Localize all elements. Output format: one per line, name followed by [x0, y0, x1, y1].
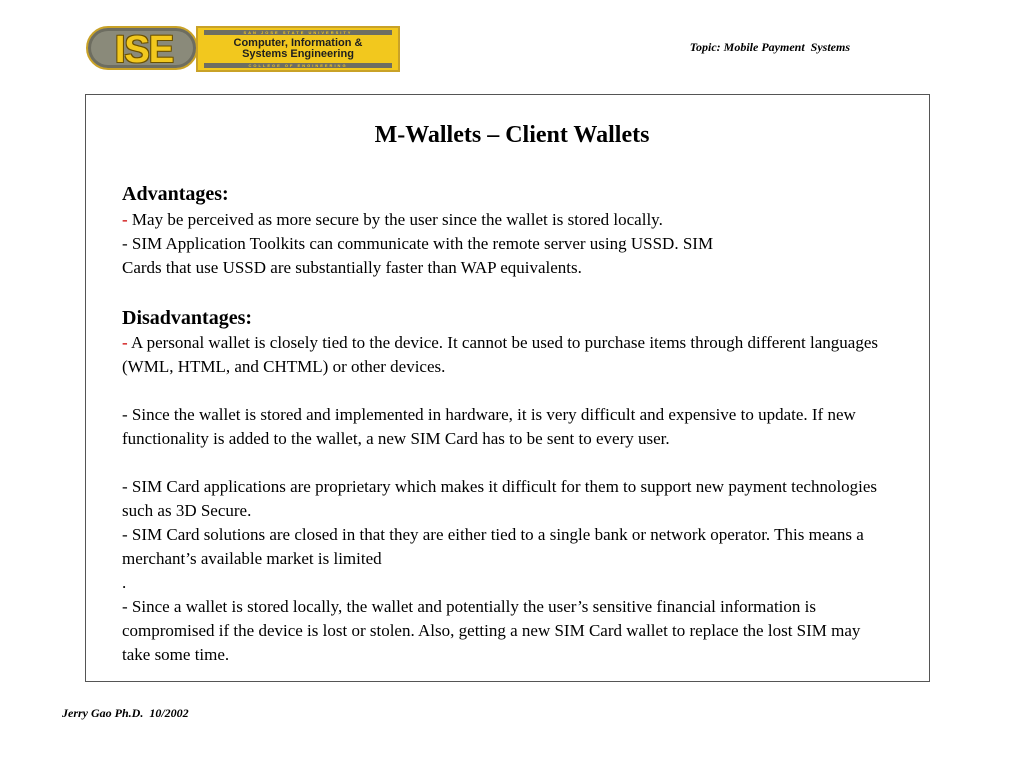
logo-panel — [196, 26, 400, 72]
logo-university: SAN JOSE STATE UNIVERSITY — [204, 30, 392, 35]
disadvantage-item-3: - SIM Card applications are proprietary which makes it difficult for them to support new payment technologies such as 3D Secure. — [122, 477, 878, 520]
bullet-dash: - — [122, 333, 128, 352]
disadvantage-item-1 — [122, 331, 892, 379]
advantage-item-1 — [122, 208, 892, 232]
advantage-item-3: Cards that use USSD are substantially faster than WAP equivalents. — [122, 258, 582, 277]
advantage-item-2: - SIM Application Toolkits can communicate with the remote server using USSD. SIM — [122, 234, 714, 253]
advantage-text-1: May be perceived as more secure by the user since the wallet is stored locally. — [127, 210, 663, 229]
topic-label: Topic: Mobile Payment Systems — [689, 40, 850, 54]
logo-line-2: Systems Engineering — [242, 48, 354, 60]
logo-line-1: Computer, Information & — [233, 37, 363, 49]
logo-college: COLLEGE OF ENGINEERING — [204, 63, 392, 68]
cise-logo — [86, 26, 398, 70]
disadvantage-item-5: . — [122, 573, 127, 592]
disadvantage-item-6: - Since a wallet is stored locally, the wallet and potentially the user’s sensitive financial information is compromised if the device is lost or stolen. Also, getting a new SIM Card wallet to replace the lost SIM may take some time. — [122, 597, 861, 664]
slide-title: M-Wallets – Client Wallets — [374, 122, 650, 148]
logo-abbr: ISE — [114, 29, 174, 71]
disadvantages-heading: Disadvantages: — [122, 307, 253, 329]
footer-author: Jerry Gao Ph.D. 10/2002 — [62, 706, 189, 720]
disadvantage-item-2: - Since the wallet is stored and implemented in hardware, it is very difficult and expensive to update. If new functionality is added to the wallet, a new SIM Card has to be sent to every user. — [122, 405, 856, 448]
advantages-heading: Advantages: — [122, 183, 229, 205]
disadvantage-item-4: - SIM Card solutions are closed in that they are either tied to a single bank or network operator. This means a merchant’s available market is limited — [122, 525, 864, 568]
disadvantage-text-1: A personal wallet is closely tied to the device. It cannot be used to purchase items through different languages (WML, HTML, and CHTML) or other devices. — [122, 333, 878, 376]
bullet-dash: - — [122, 210, 128, 229]
logo-ise-badge — [86, 26, 198, 70]
